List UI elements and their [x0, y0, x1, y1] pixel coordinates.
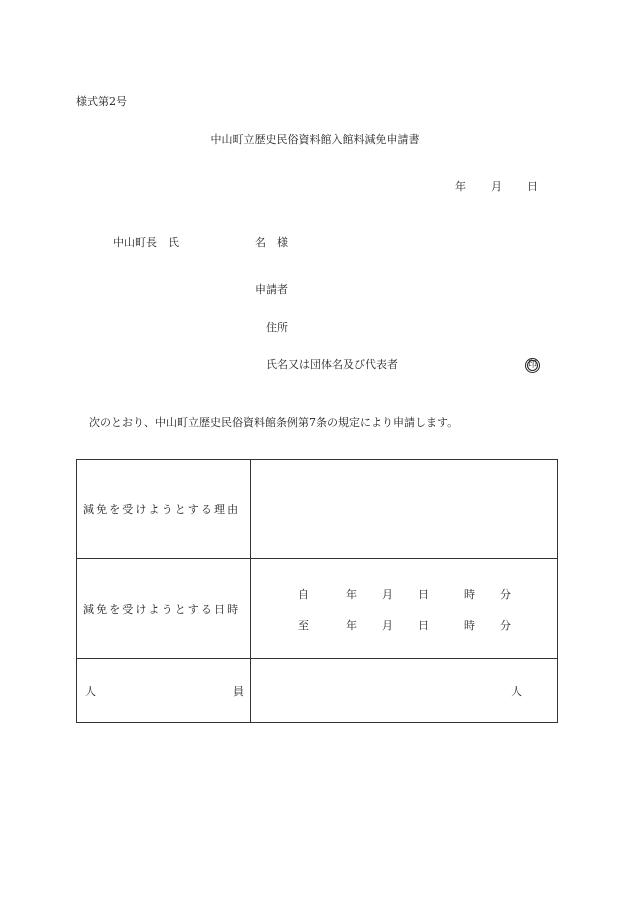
to-day: 日	[418, 619, 429, 632]
to-minute: 分	[500, 619, 511, 632]
persons-label	[77, 683, 250, 699]
datetime-row	[77, 559, 558, 659]
reason-label-cell	[77, 460, 251, 559]
persons-row	[77, 659, 558, 723]
addressee-honorific: 名 様	[255, 236, 288, 249]
persons-label-cell	[77, 659, 251, 723]
reason-row	[77, 460, 558, 559]
datetime-label: 減免を受けようとする日時	[83, 602, 241, 616]
form-title: 中山町立歴史民俗資料館入館料減免申請書	[210, 133, 420, 146]
form-number: 様式第2号	[76, 95, 127, 108]
persons-unit: 人	[511, 684, 522, 698]
persons-label-right: 員	[233, 684, 244, 698]
from-year: 年	[346, 588, 357, 601]
date-day: 日	[527, 180, 538, 193]
datetime-input-cell[interactable]	[251, 559, 558, 659]
to-hour: 時	[464, 619, 475, 632]
reason-label: 減免を受けようとする理由	[83, 503, 241, 516]
date-year: 年	[455, 180, 466, 193]
application-table	[76, 459, 558, 723]
to-month: 月	[382, 619, 393, 632]
from-prefix: 自	[298, 588, 309, 601]
addressee-name: 中山町長 氏	[113, 236, 179, 249]
applicant-heading: 申請者	[255, 283, 288, 296]
seal-mark: 印	[525, 358, 540, 373]
application-statement: 次のとおり、中山町立歴史民俗資料館条例第7条の規定により申請します。	[89, 416, 459, 429]
datetime-label-cell	[77, 559, 251, 659]
from-minute: 分	[500, 588, 511, 601]
from-day: 日	[418, 588, 429, 601]
date-month: 月	[491, 180, 502, 193]
to-prefix: 至	[298, 619, 309, 632]
datetime-to-line	[251, 617, 557, 631]
reason-input-cell[interactable]	[251, 460, 558, 559]
from-hour: 時	[464, 588, 475, 601]
datetime-from-line	[251, 586, 557, 600]
from-month: 月	[382, 588, 393, 601]
applicant-address-label: 住所	[266, 321, 288, 334]
applicant-name-label: 氏名又は団体名及び代表者	[266, 358, 398, 371]
to-year: 年	[346, 619, 357, 632]
persons-input-cell[interactable]	[251, 659, 558, 723]
persons-label-left: 人	[85, 684, 96, 698]
